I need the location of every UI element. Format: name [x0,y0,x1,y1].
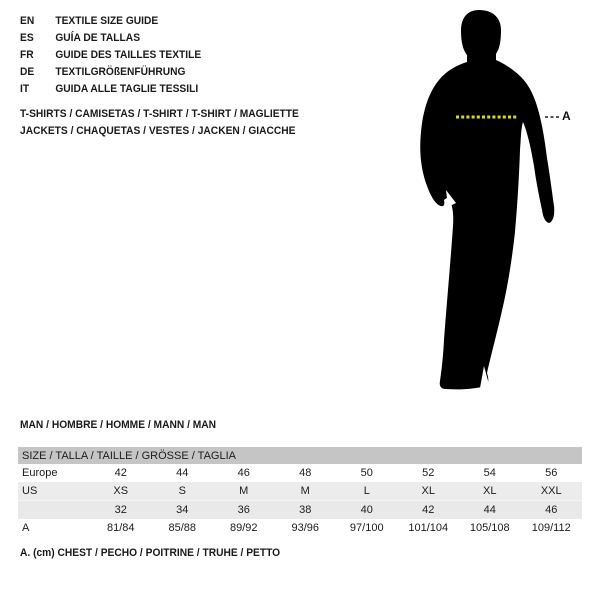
size-cell: XL [398,482,460,501]
size-cell: 109/112 [521,519,583,537]
measure-label-a: A [562,109,571,123]
size-cell: 40 [336,501,398,520]
size-cell: 56 [521,464,583,482]
size-cell: 42 [90,464,152,482]
size-cell: 52 [398,464,460,482]
language-title: GUÍA DE TALLAS [55,32,141,44]
language-code: ES [20,32,34,44]
size-cell: 81/84 [90,519,152,537]
size-cell: 50 [336,464,398,482]
row-label: US [18,482,90,501]
language-title: GUIDE DES TAILLES TEXTILE [55,49,202,61]
language-code: IT [20,83,30,95]
size-cell: S [152,482,214,501]
language-code: DE [20,66,35,78]
table-row-numeric [18,501,582,520]
size-cell: 48 [275,464,337,482]
measurement-footnote: A. (cm) CHEST / PECHO / POITRINE / TRUHE / PETTO [20,547,281,559]
size-cell: XL [459,482,521,501]
size-cell: L [336,482,398,501]
size-cell: XXL [521,482,583,501]
size-cell: 54 [459,464,521,482]
man-silhouette-path [420,10,554,389]
language-title: TEXTILE SIZE GUIDE [55,15,159,27]
size-cell: 44 [152,464,214,482]
size-cell: 36 [213,501,275,520]
size-cell: 44 [459,501,521,520]
size-cell: 46 [213,464,275,482]
table-header-row [18,447,582,464]
table-row-us [18,482,582,501]
size-cell: 85/88 [152,519,214,537]
size-cell: M [275,482,337,501]
category-line-tshirts: T-SHIRTS / CAMISETAS / T-SHIRT / T-SHIRT / MAGLIETTE [20,108,299,120]
size-table [18,447,582,537]
size-cell: 38 [275,501,337,520]
row-label: A [18,519,90,537]
table-header-label: SIZE / TALLA / TAILLE / GRÖSSE / TAGLIA [18,447,582,464]
language-title: GUIDA ALLE TAGLIE TESSILI [55,83,199,95]
row-label [18,501,90,520]
size-cell: 32 [90,501,152,520]
size-cell: 46 [521,501,583,520]
section-heading-man: MAN / HOMBRE / HOMME / MANN / MAN [20,419,217,431]
size-cell: 105/108 [459,519,521,537]
size-cell: 34 [152,501,214,520]
size-cell: 93/96 [275,519,337,537]
table-row-europe [18,464,582,482]
size-cell: XS [90,482,152,501]
language-code: EN [20,15,35,27]
language-code: FR [20,49,34,61]
category-line-jackets: JACKETS / CHAQUETAS / VESTES / JACKEN / GIACCHE [20,125,296,137]
row-label: Europe [18,464,90,482]
table-row-chest-a [18,519,582,537]
size-cell: 42 [398,501,460,520]
size-cell: 97/100 [336,519,398,537]
size-cell: 101/104 [398,519,460,537]
size-cell: 89/92 [213,519,275,537]
language-title: TEXTILGRÖßENFÜHRUNG [55,66,186,78]
size-cell: M [213,482,275,501]
